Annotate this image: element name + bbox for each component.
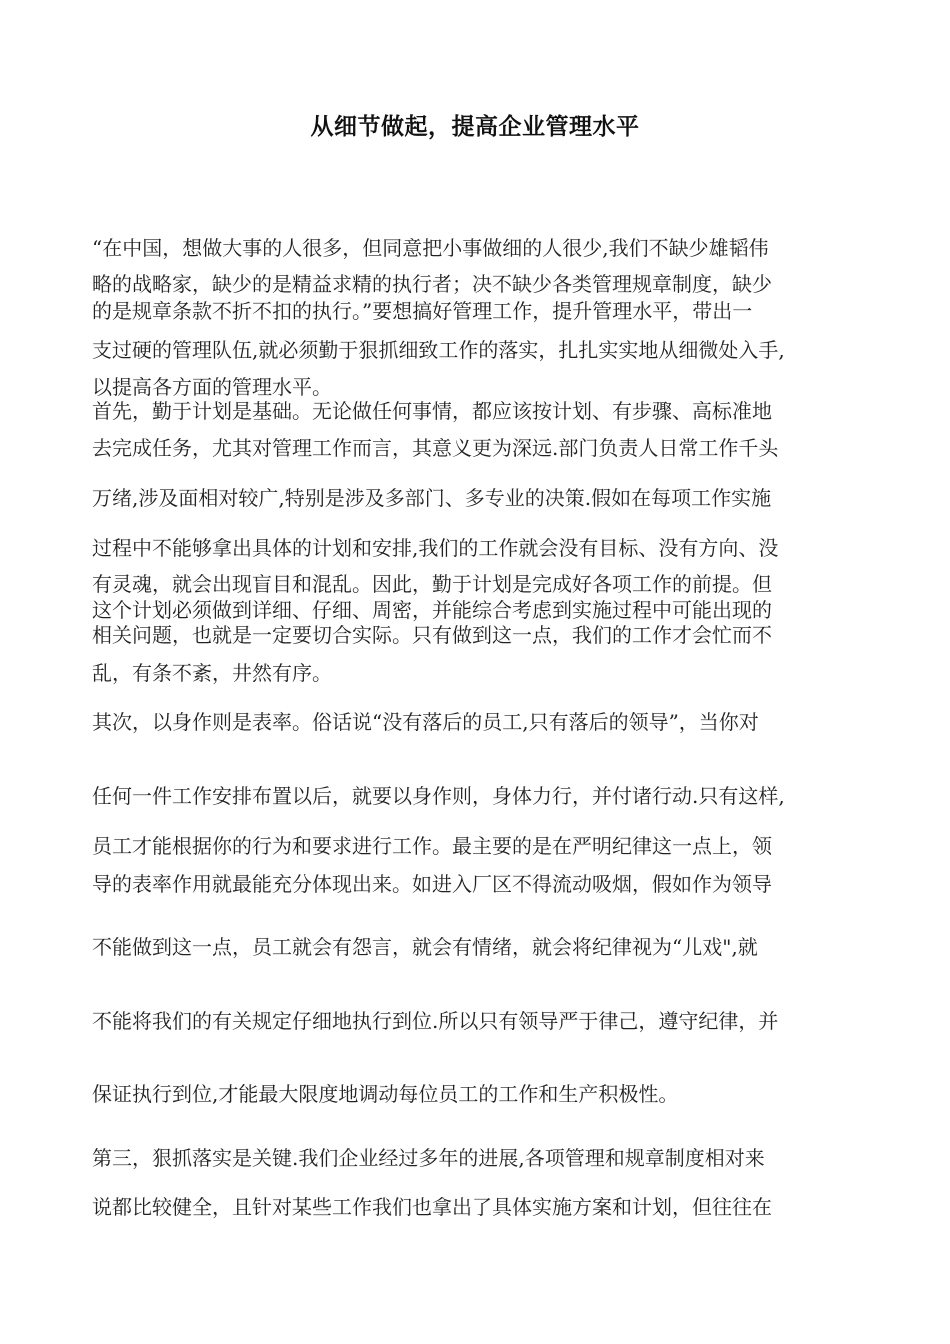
paragraph-line: 万绪,涉及面相对较广,特别是涉及多部门、多专业的决策.假如在每项工作实施 bbox=[92, 486, 772, 510]
paragraph-line: 不能将我们的有关规定仔细地执行到位.所以只有领导严于律己，遵守纪律，并 bbox=[92, 1009, 779, 1033]
paragraph-line: 以提高各方面的管理水平。 bbox=[92, 375, 332, 399]
paragraph-line: “在中国，想做大事的人很多，但同意把小事做细的人很少,我们不缺少雄韬伟 bbox=[92, 236, 769, 260]
paragraph-line: 第三，狠抓落实是关键.我们企业经过多年的进展,各项管理和规章制度相对来 bbox=[92, 1146, 765, 1170]
paragraph-line: 有灵魂，就会出现盲目和混乱。因此，勤于计划是完成好各项工作的前提。但 bbox=[92, 572, 772, 596]
paragraph-line: 支过硬的管理队伍,就必须勤于狠抓细致工作的落实，扎扎实实地从细微处入手, bbox=[92, 338, 785, 362]
paragraph-line: 略的战略家，缺少的是精益求精的执行者；决不缺少各类管理规章制度，缺少 bbox=[92, 272, 772, 296]
paragraph-line: 这个计划必须做到详细、仔细、周密，并能综合考虑到实施过程中可能出现的 bbox=[92, 598, 772, 622]
paragraph-line: 乱，有条不紊，井然有序。 bbox=[92, 661, 332, 685]
paragraph-line: 去完成任务，尤其对管理工作而言，其意义更为深远.部门负责人日常工作千头 bbox=[92, 436, 779, 460]
paragraph-line: 过程中不能够拿出具体的计划和安排,我们的工作就会没有目标、没有方向、没 bbox=[92, 536, 779, 560]
paragraph-line: 员工才能根据你的行为和要求进行工作。最主要的是在严明纪律这一点上，领 bbox=[92, 834, 772, 858]
paragraph-line: 其次，以身作则是表率。俗话说“没有落后的员工,只有落后的领导”，当你对 bbox=[92, 710, 759, 734]
paragraph-line: 不能做到这一点，员工就会有怨言，就会有情绪，就会将纪律视为“儿戏",就 bbox=[92, 935, 758, 959]
paragraph-line: 相关问题，也就是一定要切合实际。只有做到这一点，我们的工作才会忙而不 bbox=[92, 623, 772, 647]
document-title: 从细节做起，提高企业管理水平 bbox=[310, 114, 640, 140]
paragraph-line: 导的表率作用就最能充分体现出来。如进入厂区不得流动吸烟，假如作为领导 bbox=[92, 872, 772, 896]
paragraph-line: 的是规章条款不折不扣的执行。”要想搞好管理工作，提升管理水平，带出一 bbox=[92, 299, 753, 323]
paragraph-line: 首先，勤于计划是基础。无论做任何事情，都应该按计划、有步骤、高标准地 bbox=[92, 399, 772, 423]
paragraph-line: 保证执行到位,才能最大限度地调动每位员工的工作和生产积极性。 bbox=[92, 1082, 679, 1106]
paragraph-line: 任何一件工作安排布置以后，就要以身作则，身体力行，并付诸行动.只有这样, bbox=[92, 784, 785, 808]
paragraph-line: 说都比较健全，且针对某些工作我们也拿出了具体实施方案和计划，但往往在 bbox=[92, 1195, 772, 1219]
